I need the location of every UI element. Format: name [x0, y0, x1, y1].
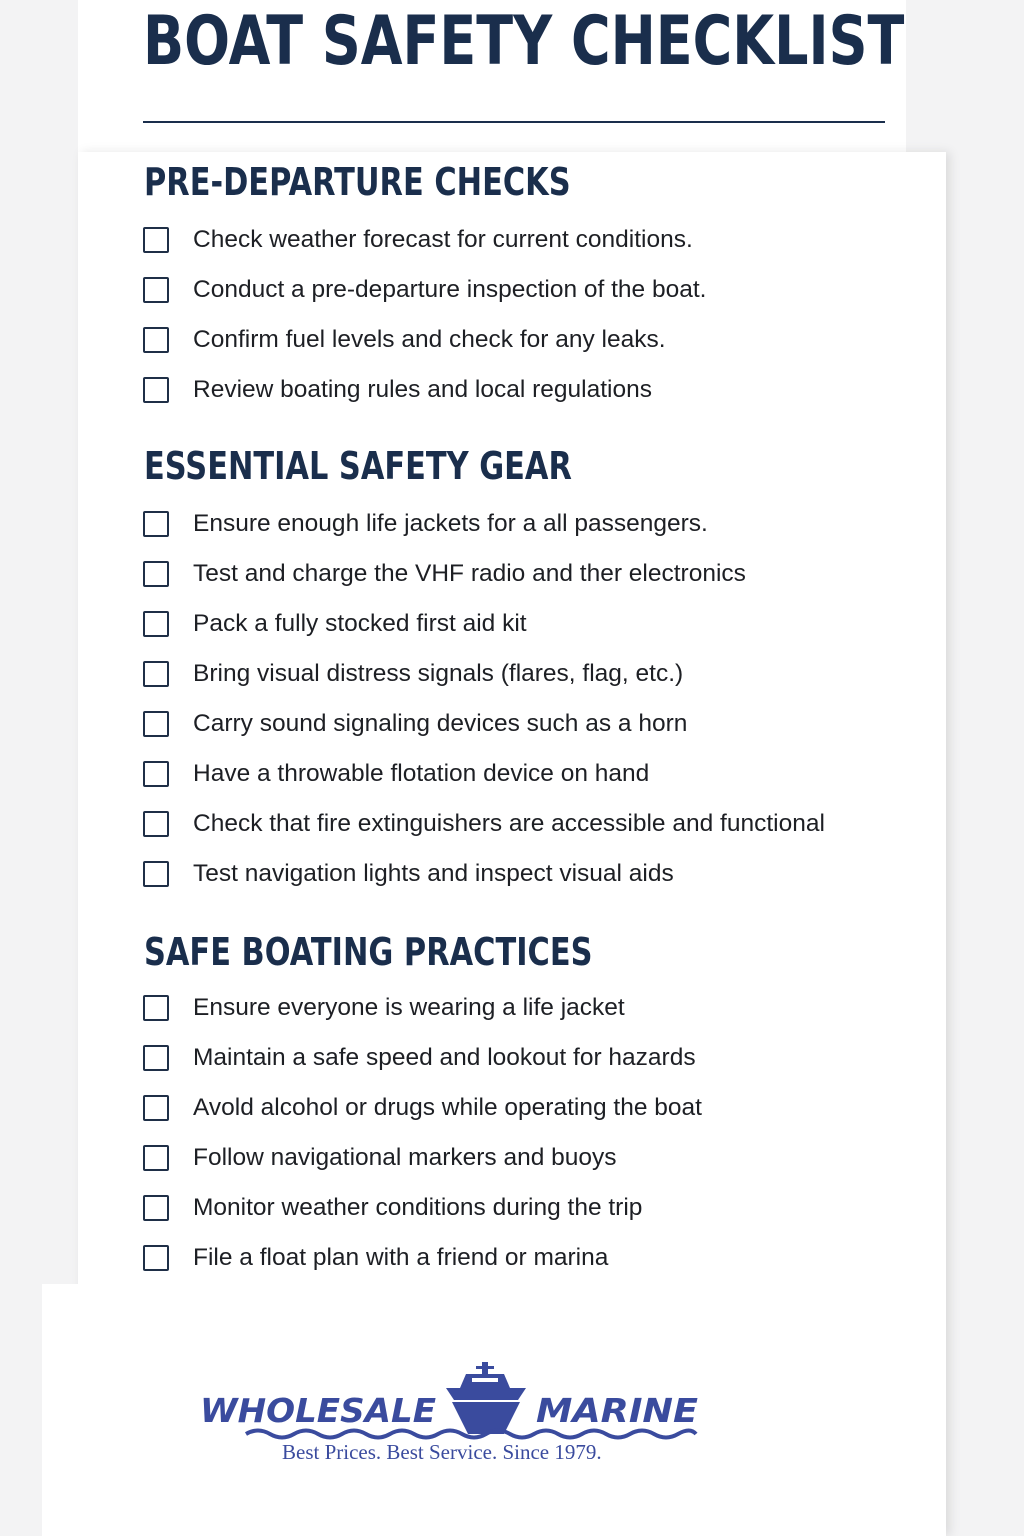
checkbox[interactable] [143, 511, 169, 537]
checkbox[interactable] [143, 1095, 169, 1121]
checklist-pre-departure [143, 215, 706, 415]
checklist-item-label: Avold alcohol or drugs while operating the boat [193, 1094, 702, 1121]
checklist-item-label: Pack a fully stocked first aid kit [193, 610, 527, 637]
checkbox[interactable] [143, 1145, 169, 1171]
ship-icon [446, 1362, 526, 1434]
checklist-item-label: Check that fire extinguishers are accessible and functional [193, 810, 825, 837]
checklist-item [143, 1033, 702, 1083]
checkbox[interactable] [143, 227, 169, 253]
section-heading-safety-gear: ESSENTIAL SAFETY GEAR [144, 444, 572, 488]
checklist-item [143, 699, 825, 749]
checkbox[interactable] [143, 327, 169, 353]
checkbox[interactable] [143, 611, 169, 637]
checklist-item [143, 265, 706, 315]
checklist-item-label: File a float plan with a friend or marina [193, 1244, 609, 1271]
logo-brand-left: WHOLESALE [200, 1391, 437, 1430]
checkbox[interactable] [143, 661, 169, 687]
checklist-item [143, 365, 706, 415]
checklist-item-label: Follow navigational markers and buoys [193, 1144, 617, 1171]
title-divider [143, 121, 885, 123]
checkbox[interactable] [143, 1045, 169, 1071]
checklist-item-label: Monitor weather conditions during the trip [193, 1194, 643, 1221]
checklist-item-label: Maintain a safe speed and lookout for hazards [193, 1044, 696, 1071]
checkbox[interactable] [143, 561, 169, 587]
checkbox[interactable] [143, 1195, 169, 1221]
checklist-item [143, 849, 825, 899]
checkbox[interactable] [143, 277, 169, 303]
checklist-item-label: Check weather forecast for current conditions. [193, 226, 693, 253]
checklist-item-label: Bring visual distress signals (flares, flag, etc.) [193, 660, 684, 687]
checklist-item [143, 215, 706, 265]
checklist-item [143, 983, 702, 1033]
checkbox[interactable] [143, 861, 169, 887]
checklist-safe-practices [143, 983, 702, 1283]
checklist-item [143, 749, 825, 799]
checklist-item [143, 1233, 702, 1283]
checklist-item-label: Test navigation lights and inspect visual aids [193, 860, 674, 887]
checkbox[interactable] [143, 1245, 169, 1271]
checklist-item-label: Ensure everyone is wearing a life jacket [193, 994, 625, 1021]
checklist-item [143, 315, 706, 365]
logo-tagline: Best Prices. Best Service. Since 1979. [282, 1440, 602, 1464]
checkbox[interactable] [143, 761, 169, 787]
checklist-item [143, 499, 825, 549]
checkbox[interactable] [143, 811, 169, 837]
checklist-item [143, 549, 825, 599]
section-heading-safe-practices: SAFE BOATING PRACTICES [144, 930, 593, 974]
checklist-item-label: Carry sound signaling devices such as a horn [193, 710, 688, 737]
checklist-item-label: Have a throwable flotation device on hand [193, 760, 650, 787]
checklist-item-label: Ensure enough life jackets for a all passengers. [193, 510, 708, 537]
checklist-item [143, 799, 825, 849]
checklist-item-label: Conduct a pre-departure inspection of the boat. [193, 276, 707, 303]
section-heading-pre-departure: PRE-DEPARTURE CHECKS [144, 160, 571, 204]
checklist-item-label: Confirm fuel levels and check for any leaks. [193, 326, 666, 353]
checklist-item [143, 1133, 702, 1183]
logo-brand-right: MARINE [536, 1391, 699, 1430]
checklist-safety-gear [143, 499, 825, 899]
checkbox[interactable] [143, 377, 169, 403]
checklist-item [143, 649, 825, 699]
checklist-item-label: Test and charge the VHF radio and ther electronics [193, 560, 746, 587]
checklist-item [143, 1183, 702, 1233]
checklist-item [143, 599, 825, 649]
checklist-item-label: Review boating rules and local regulations [193, 376, 652, 403]
checklist-item [143, 1083, 702, 1133]
checkbox[interactable] [143, 995, 169, 1021]
page-title: BOAT SAFETY CHECKLIST [143, 2, 905, 81]
checkbox[interactable] [143, 711, 169, 737]
